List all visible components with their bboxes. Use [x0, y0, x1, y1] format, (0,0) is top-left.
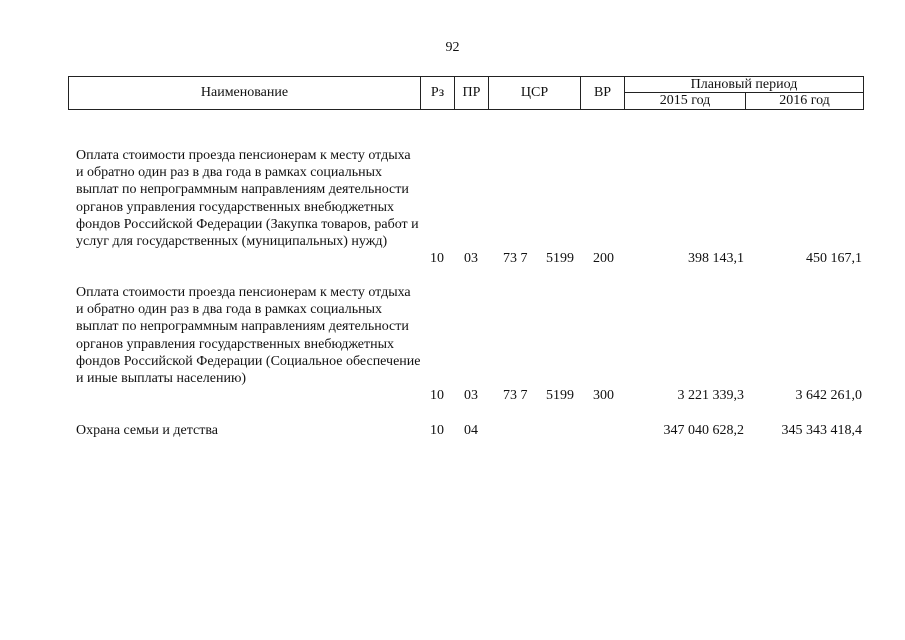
- row-3-rz: 10: [430, 423, 444, 438]
- row-1-rz: 10: [430, 251, 444, 266]
- row-2-2016: 3 642 261,0: [795, 388, 862, 403]
- header-csr: ЦСР: [489, 77, 581, 109]
- row-2-csr-program: 73 7: [503, 388, 528, 403]
- row-1-2016: 450 167,1: [806, 251, 862, 266]
- header-rz: Рз: [421, 77, 455, 109]
- row-2-rz: 10: [430, 388, 444, 403]
- header-name: Наименование: [69, 77, 421, 109]
- row-2-csr-code: 5199: [546, 388, 574, 403]
- header-period: Плановый период: [625, 77, 863, 93]
- row-3-2015: 347 040 628,2: [663, 423, 744, 438]
- row-2-2015: 3 221 339,3: [677, 388, 744, 403]
- row-3-pr: 04: [464, 423, 478, 438]
- row-1-pr: 03: [464, 251, 478, 266]
- row-1-2015: 398 143,1: [688, 251, 744, 266]
- header-year-2016: 2016 год: [779, 93, 830, 108]
- row-1-csr-program: 73 7: [503, 251, 528, 266]
- row-1-name: Оплата стоимости проезда пенсионерам к месту отдыха и обратно один раз в два года в рамках социальных выплат по непрограммным направлениям деятельности органов управления государственных внебюджетных фондов Российской Федерации (Закупка товаров, работ и услуг для государственных (муниципальных) нужд): [76, 148, 419, 250]
- page-number: 92: [445, 40, 460, 55]
- row-1-csr-code: 5199: [546, 251, 574, 266]
- row-3-2016: 345 343 418,4: [781, 423, 862, 438]
- row-2-pr: 03: [464, 388, 478, 403]
- header-year-2015: 2015 год: [625, 93, 746, 109]
- row-2-name: Оплата стоимости проезда пенсионерам к месту отдыха и обратно один раз в два года в рамках социальных выплат по непрограммным направлениям деятельности органов управления государственных внебюджетных фондов Российской Федерации (Социальное обеспечение и иные выплаты населению): [76, 285, 421, 387]
- header-vr: ВР: [581, 77, 625, 109]
- table-header: [68, 76, 864, 110]
- header-pr: ПР: [455, 77, 489, 109]
- row-2-vr: 300: [593, 388, 614, 403]
- row-3-name: Охрана семьи и детства: [76, 423, 218, 438]
- row-1-vr: 200: [593, 251, 614, 266]
